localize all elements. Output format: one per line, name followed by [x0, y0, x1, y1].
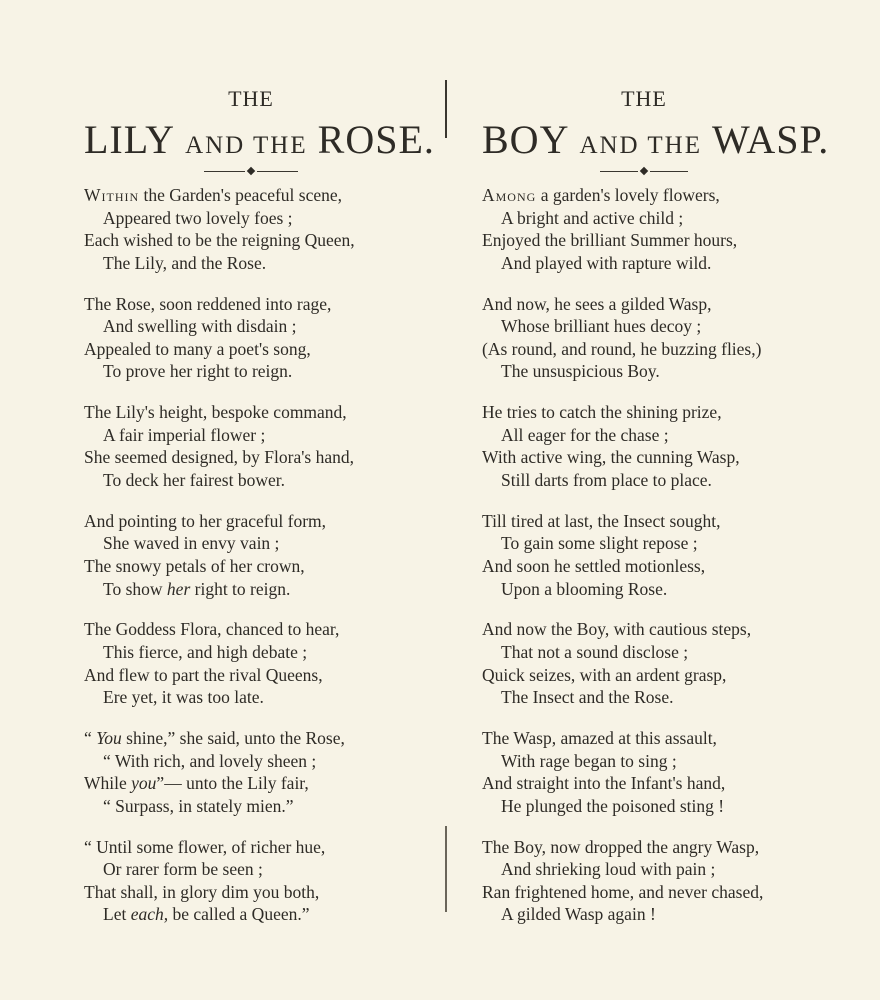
verse-text: Till tired at last, the Insect sought,: [482, 510, 721, 531]
verse-line: [84, 446, 354, 469]
verse-line: [482, 207, 737, 230]
verse-line: [84, 360, 331, 383]
verse-line: [482, 293, 761, 316]
stanza: [84, 293, 331, 383]
verse-post: be called a Queen.”: [168, 904, 310, 925]
verse-line: [84, 750, 345, 773]
verse-text: To gain some slight repose ;: [501, 533, 698, 554]
verse-line: [482, 858, 763, 881]
verse-line: [84, 881, 325, 904]
verse-line: [482, 532, 721, 555]
poem-title: [482, 116, 829, 163]
verse-text: This fierce, and high debate ;: [103, 641, 308, 662]
verse-text: Appeared two lovely foes ;: [103, 207, 293, 228]
verse-em: you: [131, 773, 157, 794]
stanza: [482, 401, 740, 491]
ornament-diamond: [640, 167, 648, 175]
verse-line: [482, 641, 751, 664]
verse-text: (As round, and round, he buzzing flies,): [482, 338, 762, 359]
verse-text: All eager for the chase ;: [501, 424, 669, 445]
verse-text: Enjoyed the brilliant Summer hours,: [482, 230, 738, 251]
stanza: [482, 510, 721, 600]
verse-line: [84, 772, 345, 795]
verse-text: And now the Boy, with cautious steps,: [482, 619, 752, 640]
verse-line: [84, 727, 345, 750]
poem-title-second: ROSE.: [317, 117, 435, 162]
verse-post: right to reign.: [190, 578, 291, 599]
verse-line: [482, 424, 740, 447]
verse-text: And soon he settled motionless,: [482, 555, 706, 576]
verse-line: [84, 641, 339, 664]
verse-line: [482, 338, 761, 361]
verse-text: The Rose, soon reddened into rage,: [84, 293, 332, 314]
verse-line: [84, 555, 326, 578]
verse-line: [482, 184, 737, 207]
verse-post: shine,” she said, unto the Rose,: [121, 728, 345, 748]
verse-pre: To show: [103, 578, 167, 599]
verse-text: “ With rich, and lovely sheen ;: [103, 750, 317, 771]
verse-text: And pointing to her graceful form,: [84, 510, 327, 531]
verse-text: With active wing, the cunning Wasp,: [482, 447, 740, 468]
verse-line: [482, 750, 725, 773]
verse-text: And swelling with disdain ;: [103, 316, 297, 337]
verse-line: [84, 469, 354, 492]
verse-line: [482, 401, 740, 424]
verse-pre: Let: [103, 904, 131, 925]
verse-text: Each wished to be the reigning Queen,: [84, 230, 355, 251]
verse-text: Whose brilliant hues decoy ;: [501, 316, 702, 337]
verse-line: [482, 772, 725, 795]
verse-line: [482, 229, 737, 252]
verse-line: [482, 360, 761, 383]
verse-text: To prove her right to reign.: [103, 361, 293, 382]
stanza: [84, 401, 354, 491]
verse-line: [482, 315, 761, 338]
verse-pre: While: [84, 773, 132, 794]
verse-line: [482, 727, 725, 750]
stanza: [482, 727, 725, 817]
verse-line: [482, 578, 721, 601]
verse-line: [84, 903, 325, 926]
verse-text: She waved in envy vain ;: [103, 533, 280, 554]
verse-text: A fair imperial flower ;: [103, 424, 266, 445]
poem-title-second: WASP.: [712, 117, 830, 162]
verse-line: [482, 836, 763, 859]
verse-text: The Lily, and the Rose.: [103, 252, 267, 273]
ornament-rule: [600, 171, 638, 172]
verse-text: The Wasp, amazed at this assault,: [482, 728, 717, 748]
verse-post: ”— unto the Lily fair,: [156, 773, 309, 794]
verse-text: And played with rapture wild.: [501, 252, 712, 273]
verse-text: Upon a blooming Rose.: [501, 578, 668, 599]
verse-pre: “: [84, 728, 97, 748]
poem-the-label: THE: [228, 86, 274, 111]
verse-em: her: [166, 578, 191, 599]
verse-text: And now, he sees a gilded Wasp,: [482, 293, 712, 314]
verse-text: And straight into the Infant's hand,: [482, 773, 726, 794]
verse-line: [84, 618, 339, 641]
verse-line: [482, 252, 737, 275]
ornament-rule: [257, 171, 298, 172]
title-ornament: [204, 171, 298, 173]
verse-text: He plunged the poisoned sting !: [501, 795, 725, 816]
verse-text: The unsuspicious Boy.: [501, 361, 660, 382]
verse-text: That shall, in glory dim you both,: [84, 881, 320, 902]
poem-title-and: AND THE: [579, 132, 703, 159]
verse-line: [84, 686, 339, 709]
verse-text: The snowy petals of her crown,: [84, 555, 305, 576]
verse-line: [482, 446, 740, 469]
title-ornament: [600, 171, 688, 173]
verse-line: [84, 858, 325, 881]
verse-line: [482, 881, 763, 904]
stanza: [482, 184, 737, 274]
verse-line: [482, 469, 740, 492]
poem-title-first: LILY: [84, 117, 176, 162]
verse-text: And flew to part the rival Queens,: [84, 664, 323, 685]
verse-lead: Among: [482, 185, 537, 205]
verse-text: “ Until some flower, of richer hue,: [84, 836, 326, 857]
verse-text: She seemed designed, by Flora's hand,: [84, 447, 354, 468]
ornament-rule: [204, 171, 245, 172]
verse-text: The Goddess Flora, chanced to hear,: [84, 619, 340, 640]
verse-line: [84, 252, 355, 275]
verse-line: [84, 532, 326, 555]
verse-text: He tries to catch the shining prize,: [482, 402, 722, 423]
ornament-diamond: [247, 167, 255, 175]
verse-lead: Within: [84, 185, 140, 205]
verse-text: Quick seizes, with an ardent grasp,: [482, 664, 727, 685]
verse-text: Ran frightened home, and never chased,: [482, 881, 764, 902]
poem-title-and: AND THE: [185, 132, 308, 159]
verse-text: Ere yet, it was too late.: [103, 687, 264, 708]
verse-line: [482, 903, 763, 926]
verse-em: each,: [130, 904, 169, 925]
verse-text: And shrieking loud with pain ;: [501, 859, 716, 880]
verse-line: [84, 795, 345, 818]
verse-line: [482, 795, 725, 818]
verse-line: [84, 293, 331, 316]
verse-text: The Boy, now dropped the angry Wasp,: [482, 836, 760, 857]
verse-line: [482, 555, 721, 578]
verse-line: [84, 315, 331, 338]
stanza: [482, 293, 761, 383]
verse-text: A gilded Wasp again !: [501, 904, 656, 925]
verse-line: [84, 184, 355, 207]
column-divider-bottom: [445, 826, 447, 912]
verse-line: [84, 229, 355, 252]
verse-line: [84, 510, 326, 533]
verse-em: You: [96, 728, 122, 748]
verse-line: [84, 424, 354, 447]
stanza: [482, 618, 751, 708]
verse-line: [482, 686, 751, 709]
verse-text: Or rarer form be seen ;: [103, 859, 263, 880]
stanza: [84, 836, 325, 926]
column-divider-top: [445, 80, 447, 138]
verse-line: [84, 338, 331, 361]
verse-line: [84, 836, 325, 859]
verse-text: the Garden's peaceful scene,: [139, 185, 343, 205]
verse-text: With rage began to sing ;: [501, 750, 677, 771]
verse-text: A bright and active child ;: [501, 207, 684, 228]
verse-text: The Insect and the Rose.: [501, 687, 674, 708]
verse-text: “ Surpass, in stately mien.”: [103, 795, 294, 816]
poem-title-first: BOY: [482, 117, 570, 162]
poem-the-label: THE: [621, 86, 667, 111]
verse-text: To deck her fairest bower.: [103, 469, 285, 490]
stanza: [84, 184, 355, 274]
verse-text: That not a sound disclose ;: [501, 641, 689, 662]
stanza: [84, 618, 339, 708]
verse-line: [84, 578, 326, 601]
verse-line: [482, 618, 751, 641]
verse-text: The Lily's height, bespoke command,: [84, 402, 347, 423]
stanza: [482, 836, 763, 926]
verse-text: Still darts from place to place.: [501, 469, 712, 490]
verse-line: [84, 664, 339, 687]
verse-text: Appealed to many a poet's song,: [84, 338, 311, 359]
verse-line: [482, 664, 751, 687]
poem-title: [84, 116, 435, 163]
verse-line: [84, 401, 354, 424]
stanza: [84, 727, 345, 817]
verse-line: [482, 510, 721, 533]
verse-text: a garden's lovely flowers,: [536, 185, 720, 205]
stanza: [84, 510, 326, 600]
verse-line: [84, 207, 355, 230]
ornament-rule: [650, 171, 688, 172]
